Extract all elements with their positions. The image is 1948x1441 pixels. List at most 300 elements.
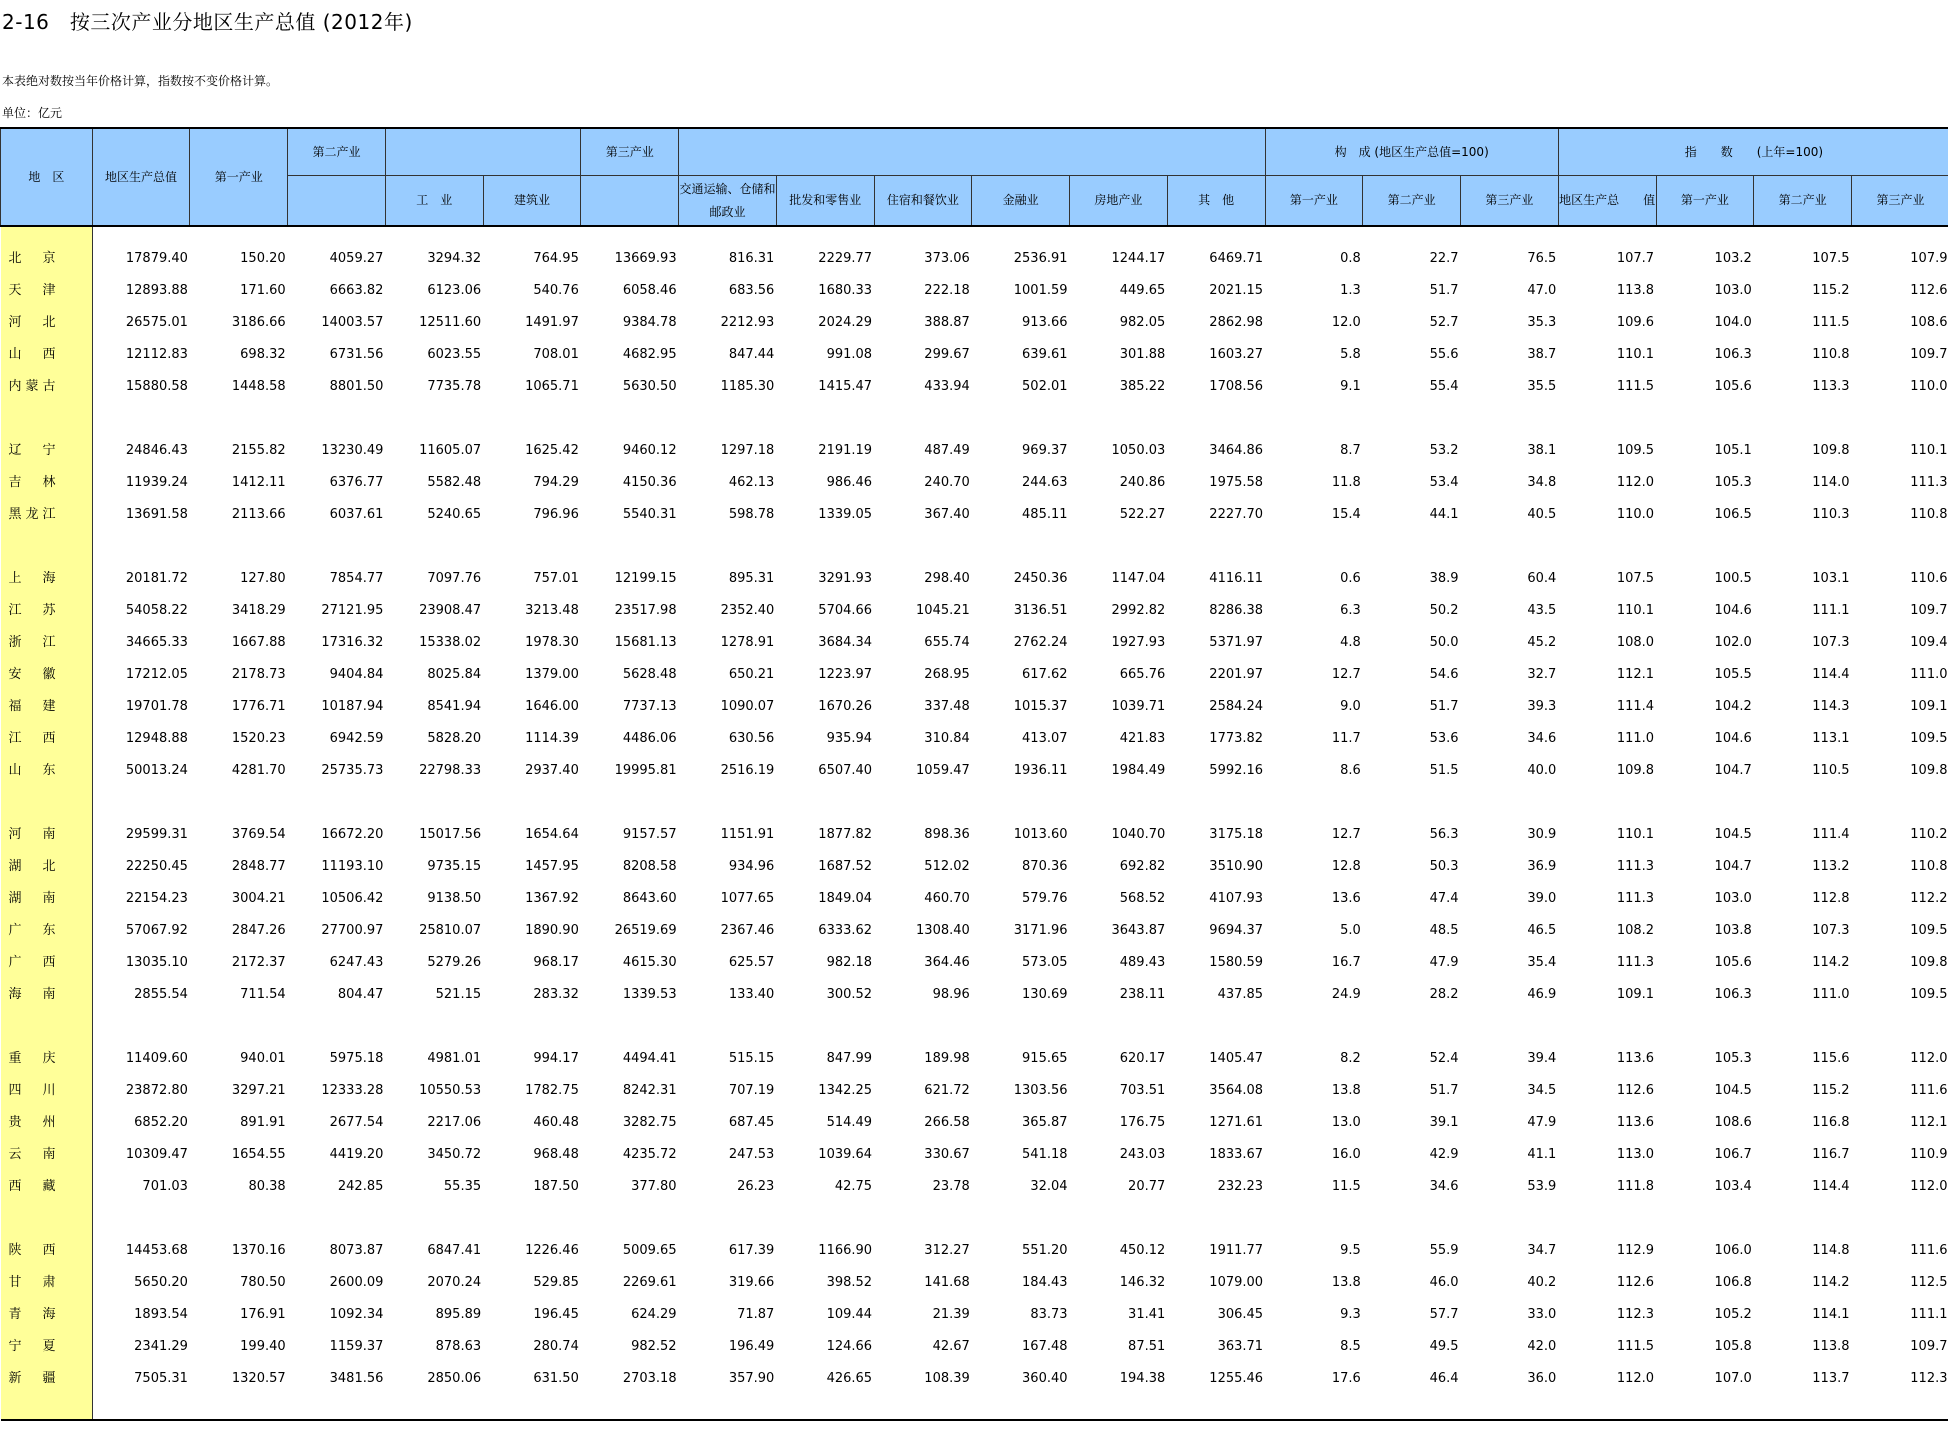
value-cell: 47.9 [1527, 1115, 1557, 1130]
value-cell: 2070.24 [427, 1275, 482, 1290]
value-cell: 187.50 [533, 1179, 579, 1194]
value-cell: 15017.56 [419, 827, 482, 842]
value-cell: 54058.22 [125, 603, 188, 618]
value-cell: 8.2 [1340, 1051, 1361, 1066]
table-row [1, 755, 1948, 787]
value-cell: 60.4 [1527, 571, 1557, 586]
value-cell: 12.7 [1331, 827, 1361, 842]
value-cell: 283.32 [533, 987, 579, 1002]
value-cell: 1927.93 [1111, 635, 1166, 650]
value-cell: 222.18 [924, 283, 970, 298]
region-cell: 内蒙古 [1, 371, 93, 403]
value-cell: 3769.54 [231, 827, 286, 842]
value-cell: 6.3 [1340, 603, 1361, 618]
value-cell: 3213.48 [525, 603, 579, 618]
value-cell: 184.43 [1022, 1275, 1068, 1290]
value-cell: 39.0 [1527, 891, 1557, 906]
region-cell: 江 苏 [1, 595, 93, 627]
value-cell: 108.6 [1910, 315, 1948, 330]
value-cell: 112.6 [1616, 1275, 1655, 1290]
value-cell: 1039.71 [1111, 699, 1166, 714]
header-grp: 地区生产总值 [92, 128, 190, 226]
value-cell: 111.6 [1910, 1243, 1948, 1258]
value-cell: 1159.37 [329, 1339, 384, 1354]
value-cell: 114.4 [1812, 667, 1850, 682]
region-cell: 辽 宁 [1, 435, 93, 467]
value-cell: 38.7 [1527, 347, 1557, 362]
value-cell: 4107.93 [1209, 891, 1264, 906]
value-cell: 112.1 [1910, 1115, 1948, 1130]
value-cell: 108.0 [1616, 635, 1655, 650]
value-cell: 98.96 [932, 987, 970, 1002]
value-cell: 1303.56 [1013, 1083, 1068, 1098]
value-cell: 112.8 [1812, 891, 1850, 906]
value-cell: 1667.88 [231, 635, 286, 650]
value-cell: 512.02 [924, 859, 970, 874]
value-cell: 113.0 [1616, 1147, 1655, 1162]
value-cell: 757.01 [533, 571, 579, 586]
value-cell: 240.86 [1119, 475, 1166, 490]
value-cell: 103.0 [1714, 891, 1752, 906]
value-cell: 11.5 [1331, 1179, 1361, 1194]
value-cell: 104.7 [1714, 859, 1752, 874]
value-cell: 107.3 [1812, 635, 1850, 650]
value-cell: 847.44 [728, 347, 775, 362]
value-cell: 363.71 [1217, 1339, 1264, 1354]
value-cell: 51.7 [1429, 1083, 1459, 1098]
value-cell: 1984.49 [1111, 763, 1166, 778]
region-cell: 宁 夏 [1, 1331, 93, 1363]
value-cell: 43.5 [1527, 603, 1557, 618]
region-cell: 湖 北 [1, 851, 93, 883]
value-cell: 1059.47 [916, 763, 970, 778]
value-cell: 26.23 [737, 1179, 775, 1194]
header-other: 其 他 [1167, 176, 1265, 226]
value-cell: 232.23 [1217, 1179, 1264, 1194]
value-cell: 1151.91 [720, 827, 775, 842]
value-cell: 2191.19 [818, 443, 873, 458]
value-cell: 6123.06 [427, 283, 482, 298]
value-cell: 146.32 [1119, 1275, 1166, 1290]
value-cell: 103.8 [1714, 923, 1752, 938]
value-cell: 104.6 [1714, 731, 1752, 746]
value-cell: 3418.29 [231, 603, 286, 618]
value-cell: 913.66 [1022, 315, 1068, 330]
value-cell: 100.5 [1714, 571, 1752, 586]
value-cell: 4615.30 [622, 955, 677, 970]
value-cell: 106.3 [1714, 987, 1752, 1002]
value-cell: 112.0 [1616, 475, 1655, 490]
value-cell: 1114.39 [525, 731, 579, 746]
value-cell: 1457.95 [525, 859, 579, 874]
value-cell: 1680.33 [818, 283, 873, 298]
value-cell: 107.5 [1812, 251, 1850, 266]
value-cell: 2516.19 [720, 763, 775, 778]
value-cell: 16.0 [1331, 1147, 1361, 1162]
table-row [1, 883, 1948, 915]
value-cell: 5650.20 [134, 1275, 188, 1290]
value-cell: 39.1 [1429, 1115, 1459, 1130]
value-cell: 36.9 [1527, 859, 1557, 874]
value-cell: 1166.90 [818, 1243, 873, 1258]
value-cell: 35.3 [1527, 315, 1557, 330]
table-row [1, 1331, 1948, 1363]
value-cell: 1077.65 [720, 891, 775, 906]
value-cell: 104.7 [1714, 763, 1752, 778]
value-cell: 2536.91 [1013, 251, 1068, 266]
header-comp-secondary: 第二产业 [1363, 176, 1461, 226]
value-cell: 2155.82 [231, 443, 286, 458]
value-cell: 1877.82 [818, 827, 873, 842]
value-cell: 3004.21 [231, 891, 286, 906]
value-cell: 991.08 [826, 347, 873, 362]
value-cell: 1415.47 [818, 379, 873, 394]
value-cell: 421.83 [1119, 731, 1166, 746]
value-cell: 3464.86 [1209, 443, 1264, 458]
table-row [1, 1299, 1948, 1331]
value-cell: 13.8 [1331, 1275, 1361, 1290]
value-cell: 109.5 [1910, 923, 1948, 938]
value-cell: 6731.56 [329, 347, 384, 362]
table-row [1, 243, 1948, 275]
value-cell: 413.07 [1022, 731, 1068, 746]
value-cell: 26575.01 [125, 315, 188, 330]
value-cell: 631.50 [533, 1371, 579, 1386]
table-row [1, 307, 1948, 339]
unit-label: 单位：亿元 [2, 106, 63, 120]
value-cell: 103.4 [1714, 1179, 1752, 1194]
value-cell: 108.39 [924, 1371, 970, 1386]
region-cell: 江 西 [1, 723, 93, 755]
region-cell: 陕 西 [1, 1235, 93, 1267]
value-cell: 110.8 [1910, 507, 1948, 522]
table-row [1, 659, 1948, 691]
table-row [1, 435, 1948, 467]
table-row [1, 1171, 1948, 1203]
region-cell: 广 东 [1, 915, 93, 947]
value-cell: 521.15 [435, 987, 482, 1002]
value-cell: 5.8 [1340, 347, 1361, 362]
value-cell: 529.85 [533, 1275, 579, 1290]
value-cell: 1045.21 [916, 603, 970, 618]
value-cell: 1339.53 [622, 987, 677, 1002]
value-cell: 1379.00 [525, 667, 579, 682]
value-cell: 2352.40 [720, 603, 775, 618]
header-idx-primary: 第一产业 [1656, 176, 1754, 226]
value-cell: 6058.46 [622, 283, 677, 298]
value-cell: 23908.47 [419, 603, 482, 618]
value-cell: 87.51 [1128, 1339, 1166, 1354]
value-cell: 48.5 [1429, 923, 1459, 938]
header-secondary-cont [288, 176, 386, 226]
value-cell: 4150.36 [622, 475, 677, 490]
value-cell: 34665.33 [125, 635, 188, 650]
value-cell: 433.94 [924, 379, 970, 394]
value-cell: 105.5 [1714, 667, 1752, 682]
value-cell: 19701.78 [125, 699, 188, 714]
value-cell: 111.4 [1616, 699, 1655, 714]
value-cell: 551.20 [1022, 1243, 1068, 1258]
value-cell: 110.9 [1910, 1147, 1948, 1162]
value-cell: 38.1 [1527, 443, 1557, 458]
value-cell: 1890.90 [525, 923, 579, 938]
value-cell: 111.1 [1910, 1307, 1948, 1322]
value-cell: 12333.28 [321, 1083, 384, 1098]
value-cell: 3294.32 [427, 251, 482, 266]
value-cell: 1646.00 [525, 699, 579, 714]
value-cell: 115.2 [1812, 1083, 1850, 1098]
value-cell: 12.8 [1331, 859, 1361, 874]
value-cell: 5009.65 [622, 1243, 677, 1258]
value-cell: 515.15 [728, 1051, 775, 1066]
table-row [1, 339, 1948, 371]
value-cell: 112.1 [1616, 667, 1655, 682]
region-cell: 重 庆 [1, 1043, 93, 1075]
value-cell: 34.8 [1527, 475, 1557, 490]
value-cell: 2217.06 [427, 1115, 482, 1130]
table-row [1, 1107, 1948, 1139]
value-cell: 106.8 [1714, 1275, 1752, 1290]
value-cell: 13035.10 [125, 955, 188, 970]
value-cell: 4419.20 [329, 1147, 384, 1162]
region-cell: 四 川 [1, 1075, 93, 1107]
value-cell: 113.8 [1812, 1339, 1850, 1354]
value-cell: 110.0 [1616, 507, 1655, 522]
region-cell: 上 海 [1, 563, 93, 595]
value-cell: 8242.31 [622, 1083, 677, 1098]
value-cell: 105.1 [1714, 443, 1752, 458]
value-cell: 1244.17 [1111, 251, 1166, 266]
value-cell: 5975.18 [329, 1051, 384, 1066]
header-construction: 建筑业 [483, 176, 581, 226]
value-cell: 104.5 [1714, 1083, 1752, 1098]
value-cell: 105.3 [1714, 475, 1752, 490]
value-cell: 15880.58 [125, 379, 188, 394]
value-cell: 20.77 [1128, 1179, 1166, 1194]
value-cell: 111.0 [1910, 667, 1948, 682]
value-cell: 2201.97 [1209, 667, 1264, 682]
value-cell: 80.38 [248, 1179, 286, 1194]
value-cell: 1050.03 [1111, 443, 1166, 458]
value-cell: 3136.51 [1013, 603, 1068, 618]
region-cell: 天 津 [1, 275, 93, 307]
value-cell: 299.67 [924, 347, 970, 362]
value-cell: 687.45 [728, 1115, 775, 1130]
value-cell: 1223.97 [818, 667, 873, 682]
value-cell: 238.11 [1119, 987, 1166, 1002]
value-cell: 935.94 [826, 731, 873, 746]
value-cell: 6507.40 [818, 763, 873, 778]
value-cell: 242.85 [337, 1179, 384, 1194]
value-cell: 24.9 [1331, 987, 1361, 1002]
value-cell: 47.4 [1429, 891, 1459, 906]
value-cell: 9.3 [1340, 1307, 1361, 1322]
value-cell: 109.8 [1910, 763, 1948, 778]
value-cell: 46.9 [1527, 987, 1557, 1002]
value-cell: 489.43 [1119, 955, 1166, 970]
value-cell: 112.5 [1910, 1275, 1948, 1290]
value-cell: 364.46 [924, 955, 970, 970]
region-cell: 广 西 [1, 947, 93, 979]
value-cell: 655.74 [924, 635, 970, 650]
value-cell: 969.37 [1022, 443, 1068, 458]
value-cell: 71.87 [737, 1307, 775, 1322]
value-cell: 115.2 [1812, 283, 1850, 298]
value-cell: 460.70 [924, 891, 970, 906]
value-cell: 240.70 [924, 475, 970, 490]
value-cell: 2600.09 [329, 1275, 384, 1290]
table-row [1, 275, 1948, 307]
value-cell: 625.57 [728, 955, 775, 970]
value-cell: 1893.54 [134, 1307, 188, 1322]
value-cell: 113.1 [1812, 731, 1850, 746]
value-cell: 1320.57 [231, 1371, 286, 1386]
value-cell: 3564.08 [1209, 1083, 1264, 1098]
value-cell: 39.4 [1527, 1051, 1557, 1066]
value-cell: 8208.58 [622, 859, 677, 874]
value-cell: 39.3 [1527, 699, 1557, 714]
header-tertiary: 第三产业 [581, 128, 679, 176]
value-cell: 6037.61 [329, 507, 384, 522]
value-cell: 40.2 [1527, 1275, 1557, 1290]
value-cell: 12511.60 [419, 315, 482, 330]
value-cell: 6847.41 [427, 1243, 482, 1258]
value-cell: 124.66 [826, 1339, 873, 1354]
value-cell: 13.6 [1331, 891, 1361, 906]
value-cell: 16.7 [1331, 955, 1361, 970]
header-secondary-blank [385, 128, 580, 176]
value-cell: 111.3 [1616, 891, 1655, 906]
value-cell: 103.1 [1812, 571, 1850, 586]
value-cell: 107.9 [1910, 251, 1948, 266]
value-cell: 683.56 [728, 283, 775, 298]
value-cell: 108.6 [1714, 1115, 1752, 1130]
table-row [1, 563, 1948, 595]
header-primary: 第一产业 [190, 128, 288, 226]
value-cell: 1147.04 [1111, 571, 1166, 586]
table-row [1, 915, 1948, 947]
value-cell: 698.32 [240, 347, 286, 362]
value-cell: 114.4 [1812, 1179, 1850, 1194]
value-cell: 13230.49 [321, 443, 384, 458]
value-cell: 109.44 [826, 1307, 873, 1322]
value-cell: 109.5 [1616, 443, 1655, 458]
value-cell: 111.5 [1812, 315, 1850, 330]
value-cell: 891.91 [240, 1115, 286, 1130]
value-cell: 57.7 [1429, 1307, 1459, 1322]
header-region: 地 区 [1, 128, 93, 226]
blank-row [1, 226, 1948, 243]
value-cell: 5.0 [1340, 923, 1361, 938]
value-cell: 110.3 [1812, 507, 1850, 522]
value-cell: 12199.15 [614, 571, 677, 586]
region-cell: 浙 江 [1, 627, 93, 659]
table-header [1, 128, 1948, 226]
value-cell: 2762.24 [1013, 635, 1068, 650]
value-cell: 1342.25 [818, 1083, 873, 1098]
value-cell: 794.29 [533, 475, 579, 490]
header-tertiary-cont [581, 176, 679, 226]
value-cell: 312.27 [924, 1243, 970, 1258]
value-cell: 22154.23 [125, 891, 188, 906]
value-cell: 2341.29 [134, 1339, 188, 1354]
value-cell: 1491.97 [525, 315, 579, 330]
value-cell: 51.5 [1429, 763, 1459, 778]
value-cell: 337.48 [924, 699, 970, 714]
value-cell: 34.5 [1527, 1083, 1557, 1098]
value-cell: 111.3 [1616, 859, 1655, 874]
value-cell: 108.2 [1616, 923, 1655, 938]
value-cell: 23872.80 [125, 1083, 188, 1098]
value-cell: 111.3 [1910, 475, 1948, 490]
value-cell: 114.3 [1812, 699, 1850, 714]
table-row [1, 627, 1948, 659]
value-cell: 298.40 [924, 571, 970, 586]
value-cell: 0.8 [1340, 251, 1361, 266]
value-cell: 870.36 [1022, 859, 1068, 874]
value-cell: 109.5 [1910, 731, 1948, 746]
header-secondary: 第二产业 [288, 128, 386, 176]
value-cell: 32.7 [1527, 667, 1557, 682]
value-cell: 109.8 [1616, 763, 1655, 778]
value-cell: 31.41 [1128, 1307, 1166, 1322]
value-cell: 112.6 [1616, 1083, 1655, 1098]
value-cell: 708.01 [533, 347, 579, 362]
value-cell: 968.48 [533, 1147, 579, 1162]
value-cell: 23517.98 [614, 603, 677, 618]
value-cell: 110.2 [1910, 827, 1948, 842]
value-cell: 11.8 [1331, 475, 1361, 490]
region-cell: 湖 南 [1, 883, 93, 915]
value-cell: 1776.71 [231, 699, 286, 714]
value-cell: 9157.57 [622, 827, 677, 842]
value-cell: 2937.40 [525, 763, 579, 778]
value-cell: 502.01 [1022, 379, 1068, 394]
value-cell: 6852.20 [134, 1115, 188, 1130]
value-cell: 2850.06 [427, 1371, 482, 1386]
value-cell: 377.80 [631, 1179, 677, 1194]
value-cell: 4486.06 [622, 731, 677, 746]
value-cell: 167.48 [1022, 1339, 1068, 1354]
value-cell: 2227.70 [1209, 507, 1264, 522]
value-cell: 804.47 [337, 987, 384, 1002]
table-row [1, 819, 1948, 851]
value-cell: 10187.94 [321, 699, 384, 714]
value-cell: 692.82 [1119, 859, 1166, 874]
value-cell: 1308.40 [916, 923, 970, 938]
value-cell: 2847.26 [231, 923, 286, 938]
value-cell: 109.4 [1910, 635, 1948, 650]
value-cell: 12.7 [1331, 667, 1361, 682]
region-cell: 安 徽 [1, 659, 93, 691]
value-cell: 34.6 [1527, 731, 1557, 746]
value-cell: 12893.88 [125, 283, 188, 298]
table-note: 本表绝对数按当年价格计算，指数按不变价格计算。 [2, 74, 279, 88]
value-cell: 111.0 [1812, 987, 1850, 1002]
value-cell: 6663.82 [329, 283, 384, 298]
value-cell: 2367.46 [720, 923, 775, 938]
value-cell: 8801.50 [329, 379, 384, 394]
value-cell: 1278.91 [720, 635, 775, 650]
value-cell: 385.22 [1119, 379, 1166, 394]
region-cell: 黑龙江 [1, 499, 93, 531]
table-row [1, 499, 1948, 531]
value-cell: 711.54 [240, 987, 286, 1002]
blank-row [1, 403, 1948, 435]
table-row [1, 595, 1948, 627]
table-row [1, 723, 1948, 755]
header-industry: 工 业 [385, 176, 483, 226]
